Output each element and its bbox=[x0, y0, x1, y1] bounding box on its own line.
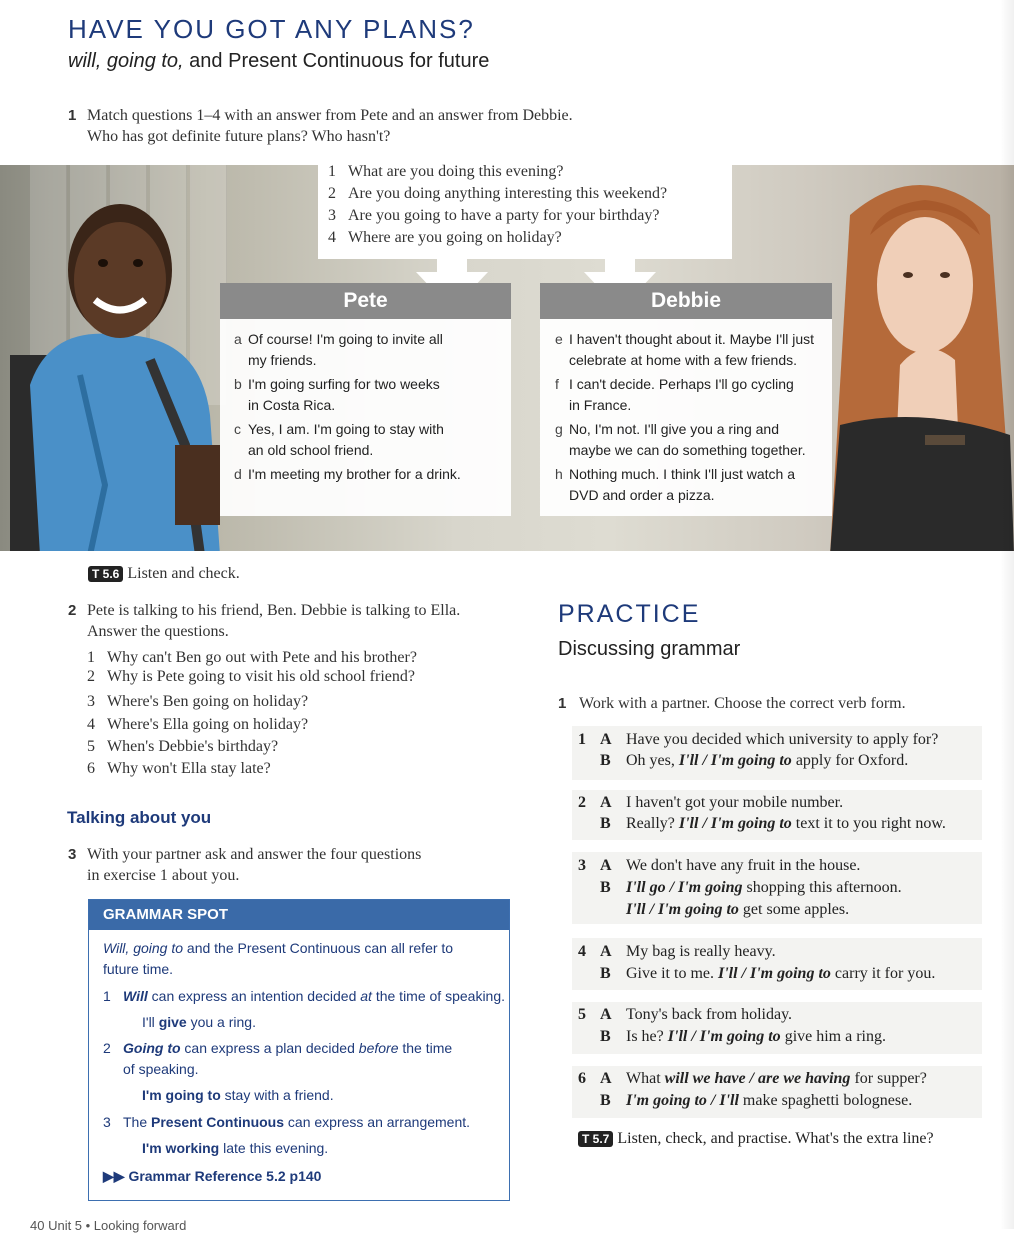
verb-choice[interactable]: I'll / I'm going to bbox=[678, 815, 792, 832]
verb-choice[interactable]: I'll / I'm going to bbox=[717, 965, 831, 982]
verb-choice[interactable]: I'll / I'm going to bbox=[678, 752, 792, 769]
verb-choice[interactable]: will we have / are we having bbox=[664, 1070, 851, 1087]
debbie-panel-heading: Debbie bbox=[540, 283, 832, 319]
dialogue-line-b: B I'm going to / I'll make spaghetti bolognese. bbox=[600, 1092, 913, 1109]
verb-choice[interactable]: I'll / I'm going to bbox=[626, 901, 739, 918]
pete-panel-heading: Pete bbox=[220, 283, 511, 319]
dialogue-line-b-continued: I'll / I'm going to get some apples. bbox=[626, 901, 850, 918]
debbie-panel bbox=[540, 283, 832, 516]
double-arrow-icon: ▶▶ bbox=[103, 1168, 125, 1184]
question-item: 2 Are you doing anything interesting this weekend? bbox=[328, 185, 668, 202]
question-item: 4 Where are you going on holiday? bbox=[328, 229, 562, 246]
talking-about-you-heading: Talking about you bbox=[67, 808, 212, 827]
debbie-answer: h Nothing much. I think I'll just watch a DVD and order a pizza. bbox=[555, 466, 795, 503]
grammar-point-3: 3 The Present Continuous can express an arrangement. bbox=[103, 1114, 471, 1130]
practice-1-instruction: Work with a partner. Choose the correct verb form. bbox=[579, 695, 906, 712]
grammar-example-3: I'm working late this evening. bbox=[142, 1140, 329, 1156]
exercise-3-line-2: in exercise 1 about you. bbox=[87, 867, 240, 884]
grammar-reference-link[interactable]: ▶▶ Grammar Reference 5.2 p140 bbox=[103, 1168, 322, 1184]
debbie-photo bbox=[830, 175, 1014, 551]
grammar-point-2-line-2: of speaking. bbox=[123, 1061, 199, 1077]
pete-photo bbox=[10, 185, 240, 551]
verb-choice[interactable]: I'll / I'm going to bbox=[667, 1028, 781, 1045]
exercise-2-line-2: Answer the questions. bbox=[87, 623, 229, 640]
discussing-grammar-heading: Discussing grammar bbox=[558, 638, 741, 660]
grammar-spot-box bbox=[88, 899, 510, 1201]
exercise-2-item: 3 Where's Ben going on holiday? bbox=[87, 693, 309, 710]
dialogue-line-b: B Is he? I'll / I'm going to give him a ring. bbox=[600, 1028, 886, 1045]
exercise-2-line-1: Pete is talking to his friend, Ben. Debbie is talking to Ella. bbox=[87, 602, 461, 619]
dialogue-line-a: 4 A My bag is really heavy. bbox=[578, 943, 776, 960]
debbie-answer: g No, I'm not. I'll give you a ring and maybe we can do something together. bbox=[555, 421, 806, 458]
exercise-3-number: 3 bbox=[68, 846, 77, 863]
page-title: HAVE YOU GOT ANY PLANS? bbox=[68, 14, 475, 44]
listen-and-check: T 5.6 Listen and check. bbox=[88, 565, 240, 583]
page-subtitle bbox=[68, 50, 489, 73]
page-edge-shadow bbox=[1000, 0, 1014, 1229]
grammar-point-2: 2 Going to can express a plan decided before the time bbox=[103, 1040, 453, 1056]
dialogue-line-a: 1 A Have you decided which university to apply for? bbox=[578, 731, 939, 748]
dialogue-line-b: B Oh yes, I'll / I'm going to apply for Oxford. bbox=[600, 752, 909, 769]
grammar-intro: Will, going to and the Present Continuous can all refer to bbox=[103, 940, 454, 956]
practice-heading: PRACTICE bbox=[558, 600, 701, 628]
dialogue-line-b: B Give it to me. I'll / I'm going to carry it for you. bbox=[600, 965, 936, 982]
question-item: 1 What are you doing this evening? bbox=[328, 163, 564, 180]
grammar-intro-line-2: future time. bbox=[103, 961, 174, 977]
grammar-example-2: I'm going to stay with a friend. bbox=[142, 1087, 334, 1103]
questions-box bbox=[318, 163, 732, 259]
exercise-2-item: 6 Why won't Ella stay late? bbox=[87, 760, 271, 777]
exercise-3-line-1: With your partner ask and answer the four questions bbox=[87, 846, 422, 863]
exercise-2-item: 5 When's Debbie's birthday? bbox=[87, 738, 279, 755]
grammar-example-1: I'll give you a ring. bbox=[142, 1014, 256, 1030]
grammar-point-1: 1 Will can express an intention decided at the time of speaking. bbox=[103, 988, 506, 1004]
dialogue-line-a: 2 A I haven't got your mobile number. bbox=[578, 794, 844, 811]
verb-choice[interactable]: I'm going to / I'll bbox=[626, 1092, 739, 1109]
grammar-spot-heading: GRAMMAR SPOT bbox=[89, 900, 509, 930]
verb-choice[interactable]: I'll go / I'm going bbox=[626, 879, 743, 896]
page-footer: 40 Unit 5 • Looking forward bbox=[30, 1218, 187, 1233]
practice-listen: T 5.7 Listen, check, and practise. What's the extra line? bbox=[578, 1130, 934, 1148]
exercise-2-item: 4 Where's Ella going on holiday? bbox=[87, 716, 309, 733]
subtitle-rest: and Present Continuous for future bbox=[183, 50, 490, 72]
debbie-answer: e I haven't thought about it. Maybe I'll just celebrate at home with a few friends. bbox=[555, 331, 815, 368]
exercise-2-item: 2 Why is Pete going to visit his old school friend? bbox=[87, 668, 415, 685]
subtitle-italic: will, going to, bbox=[68, 50, 184, 72]
dialogue-line-a: 5 A Tony's back from holiday. bbox=[578, 1006, 793, 1023]
question-item: 3 Are you going to have a party for your birthday? bbox=[328, 207, 660, 224]
exercise-2-item: 1 Why can't Ben go out with Pete and his brother? bbox=[87, 649, 417, 666]
dialogue-line-b: B Really? I'll / I'm going to text it to you right now. bbox=[600, 815, 946, 832]
debbie-answer: f I can't decide. Perhaps I'll go cycling in France. bbox=[555, 376, 794, 413]
dialogue-line-b: B I'll go / I'm going shopping this afternoon. bbox=[600, 879, 902, 896]
track-badge: T 5.7 bbox=[578, 1131, 613, 1147]
pete-answer: b I'm going surfing for two weeks in Costa Rica. bbox=[234, 376, 440, 413]
pete-answer: a Of course! I'm going to invite all my friends. bbox=[234, 331, 443, 368]
pete-panel bbox=[220, 283, 511, 516]
pete-answer: c Yes, I am. I'm going to stay with an old school friend. bbox=[234, 421, 444, 458]
exercise-1-line-1: Match questions 1–4 with an answer from Pete and an answer from Debbie. bbox=[87, 107, 573, 124]
pete-answer: d I'm meeting my brother for a drink. bbox=[234, 466, 461, 482]
practice-1-number: 1 bbox=[558, 695, 567, 712]
exercise-2-number: 2 bbox=[68, 602, 77, 619]
track-badge: T 5.6 bbox=[88, 566, 123, 582]
exercise-1-number: 1 bbox=[68, 107, 77, 124]
dialogue-line-a: 6 A What will we have / are we having for supper? bbox=[578, 1070, 927, 1087]
exercise-1-line-2: Who has got definite future plans? Who hasn't? bbox=[87, 128, 391, 145]
dialogue-line-a: 3 A We don't have any fruit in the house. bbox=[578, 857, 861, 874]
